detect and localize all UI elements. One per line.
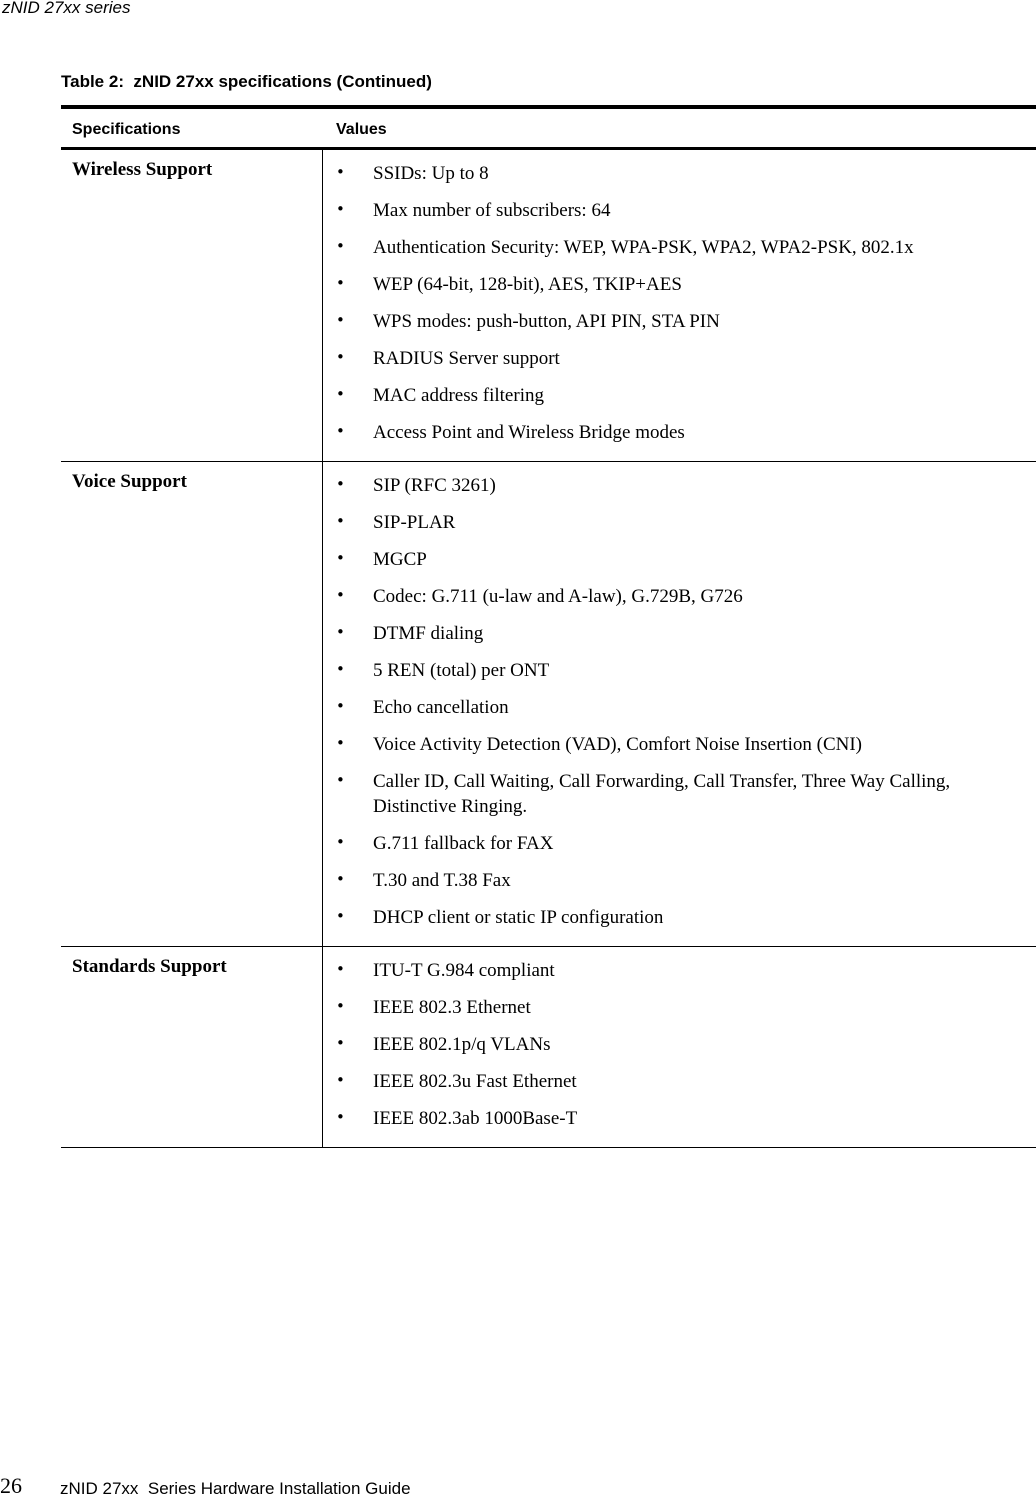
- column-header-values: Values: [336, 121, 387, 138]
- list-item-text: ITU-T G.984 compliant: [373, 960, 555, 981]
- page-number: 26: [0, 1473, 22, 1498]
- spec-name: Standards Support: [61, 947, 323, 1147]
- list-item: [323, 831, 1036, 856]
- bullet-icon: •: [336, 660, 345, 678]
- list-item: [323, 1106, 1036, 1131]
- list-item: [323, 383, 1036, 408]
- bullet-icon: •: [336, 997, 345, 1015]
- bullet-icon: •: [336, 348, 345, 366]
- bullet-icon: •: [336, 586, 345, 604]
- list-item-text: MAC address filtering: [373, 385, 544, 406]
- bullet-icon: •: [336, 237, 345, 255]
- list-item: [323, 198, 1036, 223]
- list-item-text: Caller ID, Call Waiting, Call Forwarding, Call Transfer, Three Way Calling, Distinctive Ringing.: [373, 771, 951, 817]
- bullet-icon: •: [336, 623, 345, 641]
- list-item-text: Max number of subscribers: 64: [373, 200, 611, 221]
- list-item: [323, 995, 1036, 1020]
- bullet-icon: •: [336, 1034, 345, 1052]
- list-item: [323, 695, 1036, 720]
- spec-values: [323, 462, 1036, 946]
- list-item: [323, 584, 1036, 609]
- bullet-icon: •: [336, 833, 345, 851]
- list-item: [323, 1069, 1036, 1094]
- list-item: [323, 905, 1036, 930]
- list-item-text: MGCP: [373, 549, 427, 570]
- bullet-icon: •: [336, 311, 345, 329]
- table-header-row: [61, 109, 1036, 150]
- list-item: [323, 868, 1036, 893]
- bullet-icon: •: [336, 475, 345, 493]
- bullet-icon: •: [336, 512, 345, 530]
- bullet-icon: •: [336, 163, 345, 181]
- list-item-text: Authentication Security: WEP, WPA-PSK, WPA2, WPA2-PSK, 802.1x: [373, 237, 914, 258]
- list-item-text: Codec: G.711 (u-law and A-law), G.729B, G726: [373, 586, 743, 607]
- list-item-text: T.30 and T.38 Fax: [373, 870, 511, 891]
- bullet-icon: •: [336, 960, 345, 978]
- table-caption: Table 2: zNID 27xx specifications (Continued): [61, 72, 432, 91]
- list-item-text: Access Point and Wireless Bridge modes: [373, 422, 685, 443]
- list-item: [323, 309, 1036, 334]
- bullet-icon: •: [336, 200, 345, 218]
- value-list: [323, 473, 1036, 930]
- list-item-text: DHCP client or static IP configuration: [373, 907, 664, 928]
- table-row-wireless-support: [61, 150, 1036, 462]
- list-item: [323, 272, 1036, 297]
- list-item: [323, 1032, 1036, 1057]
- table-row-standards-support: [61, 947, 1036, 1148]
- list-item-text: IEEE 802.3ab 1000Base-T: [373, 1108, 578, 1129]
- list-item-text: Voice Activity Detection (VAD), Comfort Noise Insertion (CNI): [373, 734, 862, 755]
- list-item-text: WEP (64-bit, 128-bit), AES, TKIP+AES: [373, 274, 682, 295]
- list-item-text: IEEE 802.3 Ethernet: [373, 997, 531, 1018]
- list-item: [323, 346, 1036, 371]
- spec-values: [323, 150, 1036, 461]
- list-item-text: IEEE 802.3u Fast Ethernet: [373, 1071, 577, 1092]
- bullet-icon: •: [336, 771, 345, 789]
- bullet-icon: •: [336, 422, 345, 440]
- list-item: [323, 420, 1036, 445]
- list-item-text: 5 REN (total) per ONT: [373, 660, 550, 681]
- list-item-text: RADIUS Server support: [373, 348, 560, 369]
- list-item-text: IEEE 802.1p/q VLANs: [373, 1034, 551, 1055]
- list-item: [323, 769, 1036, 819]
- bullet-icon: •: [336, 734, 345, 752]
- spec-name: Wireless Support: [61, 150, 323, 461]
- list-item-text: Echo cancellation: [373, 697, 509, 718]
- list-item: [323, 161, 1036, 186]
- bullet-icon: •: [336, 385, 345, 403]
- list-item: [323, 958, 1036, 983]
- bullet-icon: •: [336, 697, 345, 715]
- spec-values: [323, 947, 1036, 1147]
- list-item: [323, 473, 1036, 498]
- list-item-text: SIP (RFC 3261): [373, 475, 496, 496]
- footer-title: zNID 27xx Series Hardware Installation Guide: [60, 1479, 411, 1498]
- list-item-text: SIP-PLAR: [373, 512, 456, 533]
- list-item: [323, 658, 1036, 683]
- running-header: zNID 27xx series: [2, 0, 131, 17]
- list-item-text: WPS modes: push-button, API PIN, STA PIN: [373, 311, 720, 332]
- bullet-icon: •: [336, 1108, 345, 1126]
- list-item: [323, 510, 1036, 535]
- table-row-voice-support: [61, 462, 1036, 947]
- bullet-icon: •: [336, 549, 345, 567]
- list-item-text: DTMF dialing: [373, 623, 484, 644]
- list-item: [323, 235, 1036, 260]
- bullet-icon: •: [336, 907, 345, 925]
- bullet-icon: •: [336, 1071, 345, 1089]
- list-item: [323, 732, 1036, 757]
- list-item: [323, 621, 1036, 646]
- spec-name: Voice Support: [61, 462, 323, 946]
- bullet-icon: •: [336, 274, 345, 292]
- column-header-specifications: Specifications: [72, 121, 181, 138]
- list-item-text: SSIDs: Up to 8: [373, 163, 489, 184]
- value-list: [323, 958, 1036, 1131]
- bullet-icon: •: [336, 870, 345, 888]
- value-list: [323, 161, 1036, 445]
- specifications-table: [61, 105, 1036, 1148]
- list-item: [323, 547, 1036, 572]
- list-item-text: G.711 fallback for FAX: [373, 833, 554, 854]
